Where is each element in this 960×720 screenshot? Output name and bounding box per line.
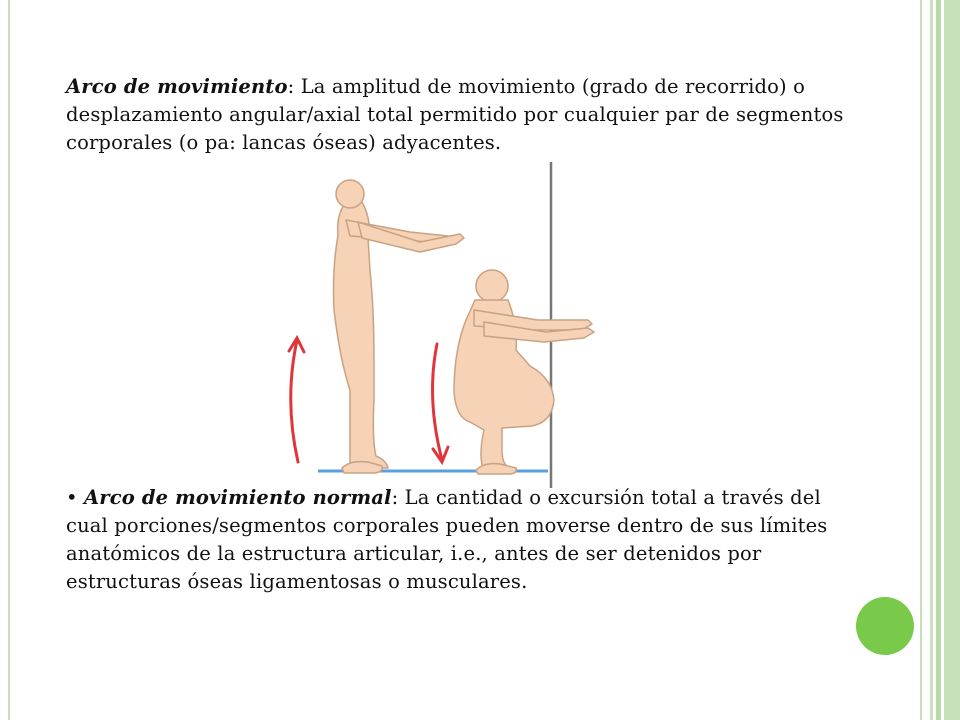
bullet: • (66, 486, 78, 509)
standing-figure (334, 180, 465, 473)
definition-normal-range-of-motion-text: : La cantidad o excursión total a través del cual porciones/segmentos corporales pueden moverse dentro de sus límites anatómicos de la estructura articular, i.e., antes de ser detenidos por estructuras óseas ligamentosas o musculares. (66, 486, 828, 593)
definition-range-of-motion (66, 73, 846, 157)
definition-range-of-motion-text: : La amplitud de movimiento (grado de recorrido) o desplazamiento angular/axial total permitido por cualquier par de segmentos corporales (o pa: lancas óseas) adyacentes. (66, 75, 844, 154)
squatting-figure (454, 270, 594, 474)
definition-normal-range-of-motion (66, 484, 846, 596)
squat-illustration (270, 160, 610, 490)
right-decorative-stripes (920, 0, 960, 720)
term-range-of-motion: Arco de movimiento (66, 75, 288, 98)
up-arrow-icon (289, 338, 304, 462)
green-circle-decoration (856, 597, 914, 655)
term-normal-range-of-motion: Arco de movimiento normal (84, 486, 392, 509)
down-arrow-icon (433, 344, 448, 462)
left-frame-line (8, 0, 10, 720)
